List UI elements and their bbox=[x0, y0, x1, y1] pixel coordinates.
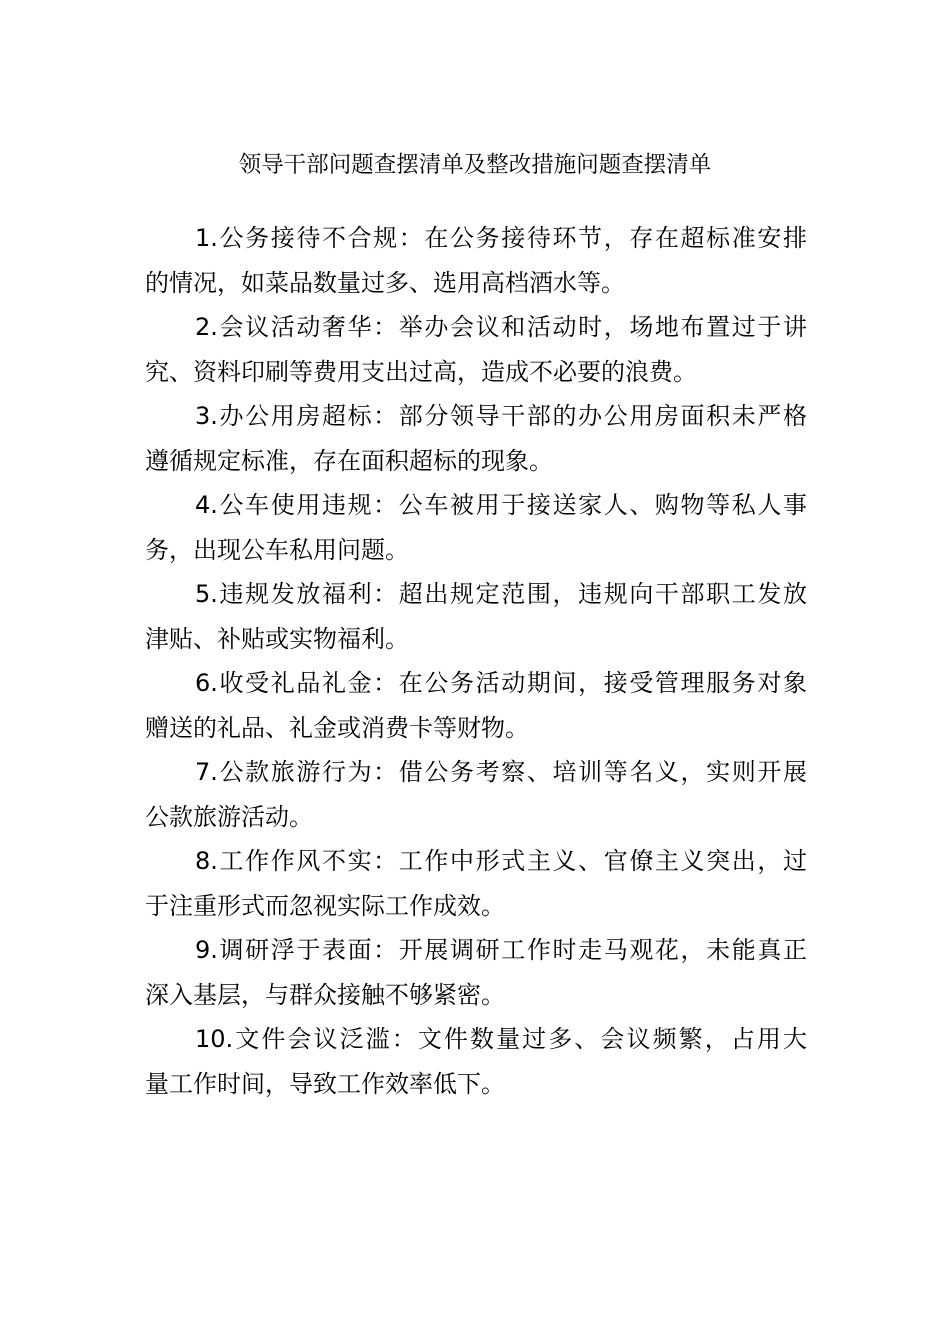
list-item-line-first: 4.公车使用违规：公车被用于接送家人、购物等私人事 bbox=[195, 491, 807, 519]
list-item-line: 深入基层，与群众接触不够紧密。 bbox=[145, 980, 505, 1009]
document-title: 领导干部问题查摆清单及整改措施问题查摆清单 bbox=[238, 152, 712, 178]
list-item bbox=[145, 661, 807, 750]
list-item bbox=[145, 483, 807, 572]
list-item-line: 量工作时间，导致工作效率低下。 bbox=[145, 1069, 505, 1098]
list-item-line: 究、资料印刷等费用支出过高，造成不必要的浪费。 bbox=[145, 357, 697, 386]
list-item-line-first: 2.会议活动奢华：举办会议和活动时，场地布置过于讲 bbox=[195, 313, 807, 341]
list-item bbox=[145, 839, 807, 928]
list-item-line: 的情况，如菜品数量过多、选用高档酒水等。 bbox=[145, 268, 625, 297]
list-item-line-first: 6.收受礼品礼金：在公务活动期间，接受管理服务对象 bbox=[195, 669, 807, 697]
list-item-line: 赠送的礼品、礼金或消费卡等财物。 bbox=[145, 713, 529, 742]
list-item bbox=[145, 750, 807, 839]
list-item bbox=[145, 1017, 807, 1106]
list-item-line: 公款旅游活动。 bbox=[145, 802, 313, 831]
document-body bbox=[145, 216, 807, 1106]
list-item-line-first: 8.工作作风不实：工作中形式主义、官僚主义突出，过 bbox=[195, 847, 807, 875]
list-item bbox=[145, 394, 807, 483]
list-item-line: 于注重形式而忽视实际工作成效。 bbox=[145, 891, 505, 920]
list-item-line: 务，出现公车私用问题。 bbox=[145, 535, 409, 564]
list-item-line-first: 10.文件会议泛滥：文件数量过多、会议频繁，占用大 bbox=[195, 1025, 807, 1053]
list-item-line-first: 7.公款旅游行为：借公务考察、培训等名义，实则开展 bbox=[195, 758, 807, 786]
list-item-line-first: 5.违规发放福利：超出规定范围，违规向干部职工发放 bbox=[195, 580, 807, 608]
list-item bbox=[145, 305, 807, 394]
list-item bbox=[145, 572, 807, 661]
list-item bbox=[145, 928, 807, 1017]
list-item-line-first: 9.调研浮于表面：开展调研工作时走马观花，未能真正 bbox=[195, 936, 807, 964]
list-item bbox=[145, 216, 807, 305]
list-item-line: 遵循规定标准，存在面积超标的现象。 bbox=[145, 446, 553, 475]
list-item-line-first: 3.办公用房超标：部分领导干部的办公用房面积未严格 bbox=[195, 402, 807, 430]
list-item-line-first: 1.公务接待不合规：在公务接待环节，存在超标准安排 bbox=[195, 224, 807, 252]
list-item-line: 津贴、补贴或实物福利。 bbox=[145, 624, 409, 653]
